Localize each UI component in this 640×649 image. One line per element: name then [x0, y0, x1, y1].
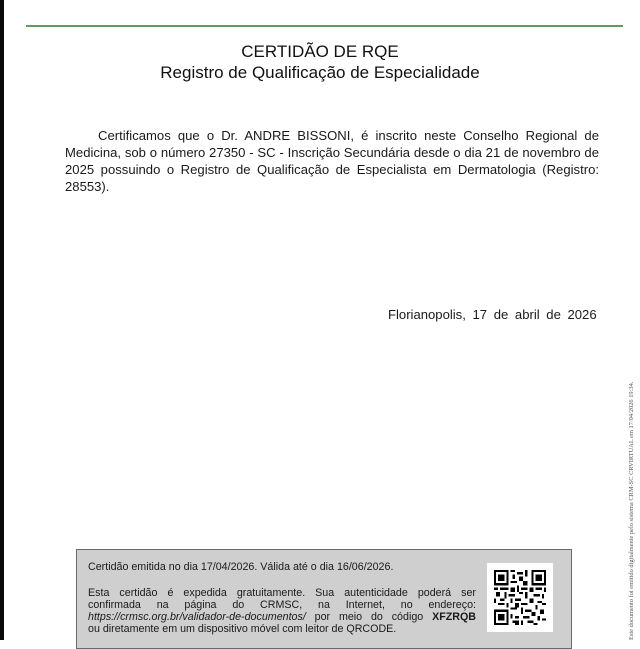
validation-code: XFZRQB — [432, 611, 476, 623]
place-and-date: Florianopolis, 17 de abril de 2026 — [388, 307, 597, 322]
validity-line: Certidão emitida no dia 17/04/2026. Válida até o dia 16/06/2026. — [88, 561, 394, 573]
validator-url-link[interactable]: https://crmsc.org.br/validador-de-documentos/ — [88, 611, 306, 623]
code-lead-text: por meio do código — [305, 611, 433, 623]
authenticity-line-3 — [88, 611, 476, 623]
authenticity-line-1: Esta certidão é expedida gratuitamente. Sua autenticidade poderá ser — [88, 587, 476, 599]
certification-paragraph: Certificamos que o Dr. ANDRE BISSONI, é inscrito neste Conselho Regional de Medicina, sob o número 27350 - SC - Inscrição Secundária desde o dia 21 de novembro de 2025 possuindo o Registro de Qualificação de Especialista em Dermatologia (Registro: 28553). — [65, 128, 599, 194]
authenticity-paragraph — [88, 587, 476, 635]
authenticity-line-4: ou diretamente em um dispositivo móvel com leitor de QRCODE. — [88, 623, 397, 635]
validation-box — [76, 549, 572, 649]
qr-code-icon[interactable] — [487, 563, 553, 632]
document-subtitle: Registro de Qualificação de Especialidade — [160, 63, 480, 82]
header-rule — [26, 25, 623, 27]
digital-emission-stamp: Este documento foi emitido digitalmente pelo sistema CRM-SC CRVIRTUAL em 17/04/2026 19:34. — [628, 381, 635, 640]
authenticity-line-2: confirmada na página do CRMSC, na Internet, no endereço: — [88, 599, 476, 611]
left-edge-bar — [0, 0, 4, 640]
document-title: CERTIDÃO DE RQE — [241, 42, 399, 61]
